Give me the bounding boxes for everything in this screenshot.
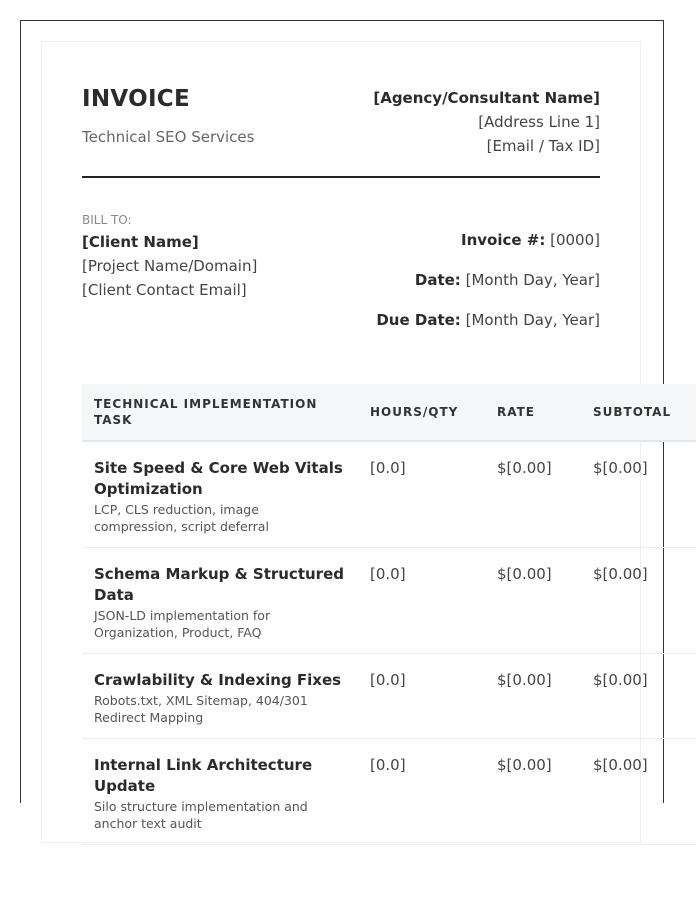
table-row: [82, 441, 696, 548]
invoice-number-label: Invoice #:: [460, 231, 546, 249]
subtotal-cell: $[0.00]: [581, 739, 696, 845]
hours-cell: [0.0]: [358, 441, 485, 548]
document-viewport: [20, 20, 672, 831]
due-date-row: [376, 308, 600, 348]
invoice-header: [82, 42, 600, 178]
invoice-number-row: [376, 228, 600, 268]
header-rate: RATE: [485, 384, 581, 441]
subtotal-cell: $[0.00]: [581, 654, 696, 739]
task-name: Internal Link Architecture Update: [94, 756, 313, 795]
invoice-date-value: [Month Day, Year]: [465, 271, 600, 289]
invoice-number-value: [0000]: [550, 231, 600, 249]
task-name: Schema Markup & Structured Data: [94, 565, 344, 604]
task-cell: [82, 739, 358, 845]
invoice-title: INVOICE: [82, 86, 191, 112]
hours-cell: [0.0]: [358, 739, 485, 845]
hours-cell: [0.0]: [358, 654, 485, 739]
billing-section: [82, 178, 600, 384]
bill-to-block: [82, 212, 257, 302]
table-header-row: [82, 384, 696, 441]
header-subtotal: SUBTOTAL: [581, 384, 696, 441]
client-contact: [Client Contact Email]: [82, 281, 247, 299]
invoice-date-label: Date:: [414, 271, 461, 289]
client-name: [Client Name]: [82, 233, 199, 251]
invoice-content: [82, 42, 672, 845]
subtotal-cell: $[0.00]: [581, 441, 696, 548]
task-cell: [82, 548, 358, 654]
project-name: [Project Name/Domain]: [82, 257, 258, 275]
task-description: Robots.txt, XML Sitemap, 404/301 Redirect Mapping: [94, 693, 308, 725]
task-cell: [82, 441, 358, 548]
agency-name: [Agency/Consultant Name]: [373, 89, 600, 107]
header-task: TECHNICAL IMPLEMENTATION TASK: [82, 384, 358, 441]
agency-block: [373, 86, 600, 158]
hours-cell: [0.0]: [358, 548, 485, 654]
subtotal-cell: $[0.00]: [581, 548, 696, 654]
table-row: [82, 654, 696, 739]
agency-address: [Address Line 1]: [478, 113, 600, 131]
rate-cell: $[0.00]: [485, 739, 581, 845]
task-description: Silo structure implementation and anchor text audit: [94, 799, 308, 831]
rate-cell: $[0.00]: [485, 654, 581, 739]
invoice-subtitle: Technical SEO Services: [82, 128, 255, 146]
due-date-value: [Month Day, Year]: [465, 311, 600, 329]
table-row: [82, 739, 696, 845]
task-cell: [82, 654, 358, 739]
header-hours: HOURS/QTY: [358, 384, 485, 441]
invoice-page: [41, 41, 672, 843]
invoice-meta: [376, 228, 600, 348]
task-name: Crawlability & Indexing Fixes: [94, 671, 342, 689]
rate-cell: $[0.00]: [485, 441, 581, 548]
line-items-table: [82, 384, 696, 845]
due-date-label: Due Date:: [376, 311, 461, 329]
invoice-date-row: [376, 268, 600, 308]
task-description: LCP, CLS reduction, image compression, script deferral: [94, 502, 269, 534]
task-description: JSON-LD implementation for Organization, Product, FAQ: [94, 608, 271, 640]
rate-cell: $[0.00]: [485, 548, 581, 654]
bill-to-label: BILL TO:: [82, 213, 132, 227]
task-name: Site Speed & Core Web Vitals Optimization: [94, 459, 343, 498]
table-row: [82, 548, 696, 654]
agency-email-tax: [Email / Tax ID]: [486, 137, 600, 155]
